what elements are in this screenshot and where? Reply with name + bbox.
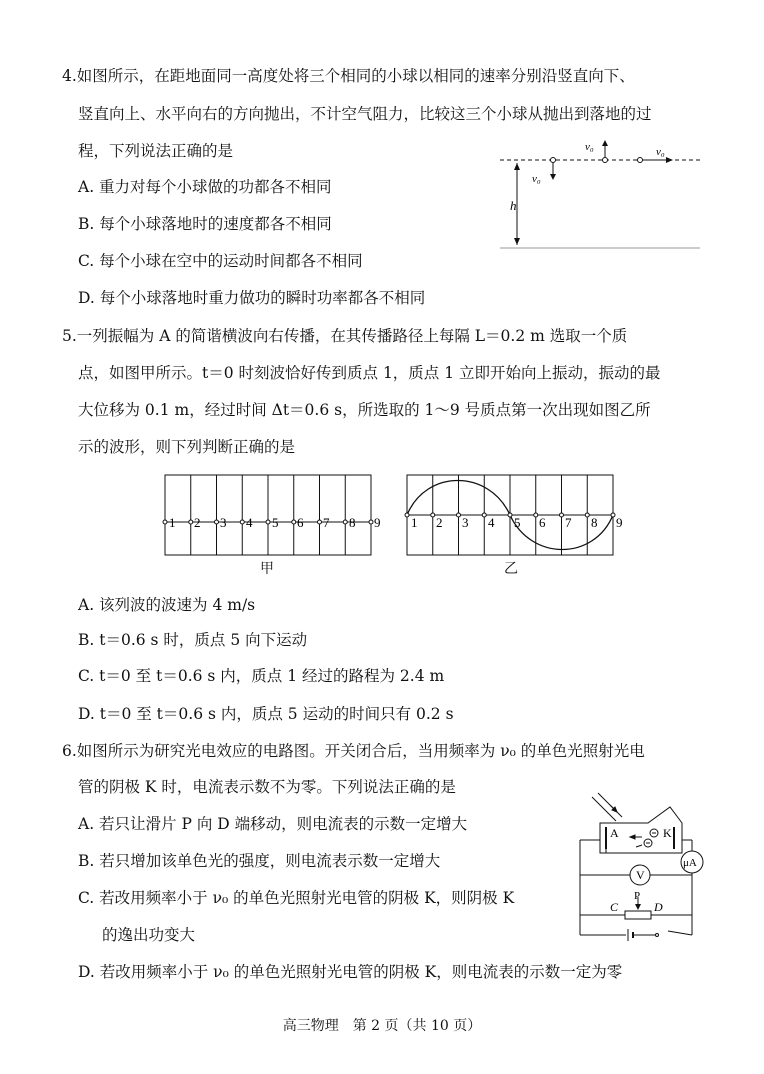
anode-label: A — [610, 826, 619, 840]
point-2 — [189, 520, 193, 524]
rheostat — [625, 911, 651, 919]
q5-figure-left — [162, 472, 384, 560]
point-8 — [585, 513, 589, 517]
slider-label: P — [634, 890, 641, 902]
point-5 — [508, 513, 512, 517]
q4-line-3: 程，下列说法正确的是 — [78, 142, 234, 160]
ball-right — [638, 158, 643, 163]
light-beam — [592, 793, 622, 821]
figure-caption-right: 乙 — [504, 561, 518, 577]
q4-option-d: D. 每个小球落地时重力做功的瞬时功率都各不相同 — [78, 289, 426, 307]
switch-contact — [656, 934, 659, 937]
end-d-label: D — [654, 900, 663, 914]
point-5 — [266, 520, 270, 524]
q5-line-3: 大位移为 0.1 m，经过时间 Δt＝0.6 s，所选取的 1～9 号质点第一次出现如图乙所 — [78, 401, 651, 419]
point-9 — [611, 513, 615, 517]
point-label: 4 — [488, 515, 495, 530]
point-label: 2 — [436, 515, 443, 530]
point-7 — [560, 513, 564, 517]
q5-line-2: 点，如图甲所示。t＝0 时刻波恰好传到质点 1，质点 1 立即开始向上振动，振动的最 — [78, 364, 661, 382]
point-9 — [369, 520, 373, 524]
q5-option-a: A. 该列波的波速为 4 m/s — [78, 596, 256, 614]
point-label: 7 — [565, 515, 572, 530]
point-label: 6 — [297, 515, 304, 530]
point-label: 8 — [591, 515, 598, 530]
point-label: 6 — [539, 515, 546, 530]
microammeter-label: μA — [683, 857, 697, 869]
point-label: 5 — [514, 515, 521, 530]
q6-option-a: A. 若只让滑片 P 向 D 端移动，则电流表的示数一定增大 — [78, 815, 468, 833]
point-8 — [343, 520, 347, 524]
point-label: 9 — [616, 515, 623, 530]
ball-down — [551, 158, 556, 163]
q6-circuit-figure — [570, 785, 710, 945]
ball-down-arrow-head — [550, 174, 556, 180]
q4-option-a: A. 重力对每个小球做的功都各不相同 — [78, 178, 332, 196]
height-arrow-down-head — [514, 238, 520, 245]
q5-line-1: 5.一列振幅为 A 的简谐横波向右传播，在其传播路径上每隔 L＝0.2 m 选取一个质 — [62, 327, 628, 345]
ball-up-arrow-head — [602, 140, 608, 146]
point-label: 9 — [374, 515, 381, 530]
point-4 — [482, 513, 486, 517]
cathode-label: K — [663, 826, 672, 840]
slider-arrow — [635, 904, 641, 910]
point-3 — [215, 520, 219, 524]
point-label: 7 — [323, 515, 330, 530]
q6-option-b: B. 若只增加该单色光的强度，则电流表示数一定增大 — [78, 852, 441, 870]
q5-figure-right — [404, 472, 626, 560]
q6-line-1: 6.如图所示为研究光电效应的电路图。开关闭合后，当用频率为 ν₀ 的单色光照射光电 — [62, 742, 645, 760]
q6-option-c-cont: 的逸出功变大 — [102, 926, 196, 944]
point-6 — [534, 513, 538, 517]
point-label: 5 — [272, 515, 279, 530]
point-1 — [163, 520, 167, 524]
point-label: 1 — [411, 515, 418, 530]
ball-right-arrow-head — [666, 157, 673, 163]
height-arrow-up-head — [514, 163, 520, 170]
q4-option-c: C. 每个小球在空中的运动时间都各不相同 — [78, 252, 363, 270]
q5-option-d: D. t＝0 至 t＝0.6 s 内，质点 5 运动的时间只有 0.2 s — [78, 705, 454, 723]
height-label: h — [510, 198, 517, 213]
points-right — [405, 513, 623, 530]
page-footer: 高三物理 第 2 页（共 10 页） — [282, 1018, 482, 1034]
ball-right-velocity-label: v₀ — [656, 146, 665, 158]
electrons — [630, 829, 658, 847]
point-label: 1 — [169, 515, 176, 530]
q5-option-c: C. t＝0 至 t＝0.6 s 内，质点 1 经过的路程为 2.4 m — [78, 667, 445, 685]
ball-up-velocity-label: v₀ — [585, 141, 594, 153]
q4-figure — [490, 130, 710, 255]
point-label: 3 — [462, 515, 469, 530]
point-6 — [292, 520, 296, 524]
q5-line-4: 示的波形，则下列判断正确的是 — [78, 438, 296, 456]
point-label: 4 — [246, 515, 253, 530]
point-7 — [318, 520, 322, 524]
q6-option-d: D. 若改用频率小于 ν₀ 的单色光照射光电管的阴极 K，则电流表的示数一定为零 — [78, 963, 623, 981]
point-4 — [240, 520, 244, 524]
q4-option-b: B. 每个小球落地时的速度都各不相同 — [78, 215, 332, 233]
q6-line-2: 管的阴极 K 时，电流表示数不为零。下列说法正确的是 — [78, 778, 456, 796]
point-3 — [457, 513, 461, 517]
ball-down-velocity-label: v₀ — [532, 173, 541, 185]
point-1 — [405, 513, 409, 517]
q6-option-c: C. 若改用频率小于 ν₀ 的单色光照射光电管的阴极 K，则阴极 K — [78, 889, 515, 907]
voltmeter-label: V — [636, 868, 645, 882]
point-label: 3 — [220, 515, 227, 530]
point-2 — [431, 513, 435, 517]
point-label: 2 — [194, 515, 201, 530]
ball-up — [603, 158, 608, 163]
q4-line-2: 竖直向上、水平向右的方向抛出，不计空气阻力，比较这三个小球从抛出到落地的过 — [78, 105, 652, 123]
figure-caption-left: 甲 — [260, 561, 274, 577]
circuit-wires — [580, 840, 692, 935]
end-c-label: C — [610, 900, 619, 914]
q5-option-b: B. t＝0.6 s 时，质点 5 向下运动 — [78, 631, 308, 649]
point-label: 8 — [349, 515, 356, 530]
q4-line-1: 4.如图所示，在距地面同一高度处将三个相同的小球以相同的速率分别沿竖直向下、 — [62, 67, 635, 85]
